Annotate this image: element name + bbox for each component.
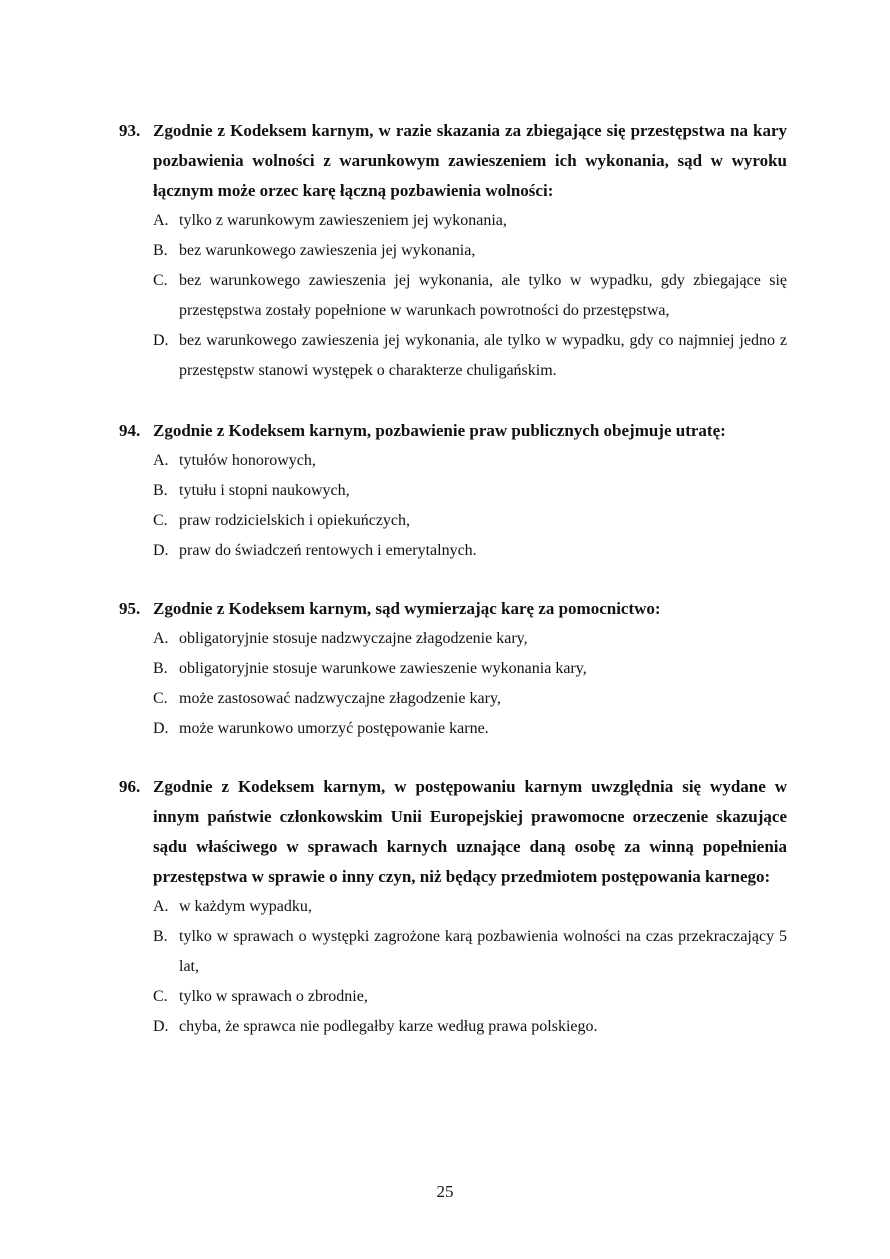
option-a <box>153 892 787 922</box>
question-number: 95. <box>119 599 141 618</box>
option-c <box>153 266 787 326</box>
option-c <box>153 506 787 536</box>
option-letter: B. <box>153 242 168 259</box>
option-text: bez warunkowego zawieszenia jej wykonania, ale tylko w wypadku, gdy co najmniej jedno z przestępstw stanowi występek o charakterze chuligańskim. <box>179 332 787 379</box>
option-text: praw do świadczeń rentowych i emerytalnych. <box>179 542 477 559</box>
option-text: tytułów honorowych, <box>179 452 316 469</box>
option-b <box>153 476 787 506</box>
option-a <box>153 624 787 654</box>
answer-options <box>119 892 787 1042</box>
option-text: może zastosować nadzwyczajne złagodzenie kary, <box>179 690 501 707</box>
question-header <box>119 116 787 206</box>
question-header <box>119 416 787 446</box>
option-text: w każdym wypadku, <box>179 898 312 915</box>
option-d <box>153 326 787 386</box>
option-letter: D. <box>153 720 169 737</box>
option-letter: C. <box>153 988 168 1005</box>
option-text: tylko w sprawach o zbrodnie, <box>179 988 368 1005</box>
question-text: Zgodnie z Kodeksem karnym, w razie skazania za zbiegające się przestępstwa na kary pozbawienia wolności z warunkowym zawieszeniem ich wykonania, sąd w wyroku łącznym może orzec karę łączną pozbawienia wolności: <box>153 121 787 200</box>
option-c <box>153 982 787 1012</box>
option-text: tylko z warunkowym zawieszeniem jej wykonania, <box>179 212 507 229</box>
question-94 <box>119 416 787 566</box>
question-text: Zgodnie z Kodeksem karnym, sąd wymierzając karę za pomocnictwo: <box>153 599 661 618</box>
question-number: 96. <box>119 777 141 796</box>
option-text: może warunkowo umorzyć postępowanie karne. <box>179 720 489 737</box>
option-text: praw rodzicielskich i opiekuńczych, <box>179 512 411 529</box>
option-letter: B. <box>153 928 168 945</box>
answer-options <box>119 206 787 386</box>
option-letter: D. <box>153 542 169 559</box>
question-header <box>119 772 787 892</box>
option-letter: A. <box>153 452 169 469</box>
option-letter: A. <box>153 630 169 647</box>
option-text: chyba, że sprawca nie podlegałby karze według prawa polskiego. <box>179 1018 598 1035</box>
answer-options <box>119 624 787 744</box>
answer-options <box>119 446 787 566</box>
option-d <box>153 536 787 566</box>
question-text: Zgodnie z Kodeksem karnym, w postępowaniu karnym uwzględnia się wydane w innym państwie członkowskim Unii Europejskiej prawomocne orzeczenie skazujące sądu właściwego w sprawach karnych uznające daną osobę za winną popełnienia przestępstwa w sprawie o inny czyn, niż będący przedmiotem postępowania karnego: <box>153 777 787 886</box>
option-d <box>153 714 787 744</box>
option-c <box>153 684 787 714</box>
question-header <box>119 594 787 624</box>
option-a <box>153 206 787 236</box>
option-text: obligatoryjnie stosuje nadzwyczajne złagodzenie kary, <box>179 630 528 647</box>
option-letter: A. <box>153 898 169 915</box>
option-letter: B. <box>153 482 168 499</box>
option-letter: B. <box>153 660 168 677</box>
option-letter: D. <box>153 332 169 349</box>
option-b <box>153 922 787 982</box>
option-letter: D. <box>153 1018 169 1035</box>
option-d <box>153 1012 787 1042</box>
question-95 <box>119 594 787 744</box>
option-text: tytułu i stopni naukowych, <box>179 482 350 499</box>
option-text: tylko w sprawach o występki zagrożone karą pozbawienia wolności na czas przekraczający 5 lat, <box>179 928 787 975</box>
question-number: 94. <box>119 421 141 440</box>
question-number: 93. <box>119 121 141 140</box>
option-b <box>153 236 787 266</box>
option-text: bez warunkowego zawieszenia jej wykonania, ale tylko w wypadku, gdy zbiegające się przestępstwa zostały popełnione w warunkach powrotności do przestępstwa, <box>179 272 787 319</box>
question-text: Zgodnie z Kodeksem karnym, pozbawienie praw publicznych obejmuje utratę: <box>153 421 726 440</box>
option-letter: C. <box>153 272 168 289</box>
question-96 <box>119 772 787 1042</box>
option-letter: C. <box>153 512 168 529</box>
option-b <box>153 654 787 684</box>
option-text: bez warunkowego zawieszenia jej wykonania, <box>179 242 476 259</box>
option-letter: C. <box>153 690 168 707</box>
page-number: 25 <box>436 1182 454 1201</box>
option-text: obligatoryjnie stosuje warunkowe zawieszenie wykonania kary, <box>179 660 587 677</box>
option-letter: A. <box>153 212 169 229</box>
option-a <box>153 446 787 476</box>
question-93 <box>119 116 787 386</box>
